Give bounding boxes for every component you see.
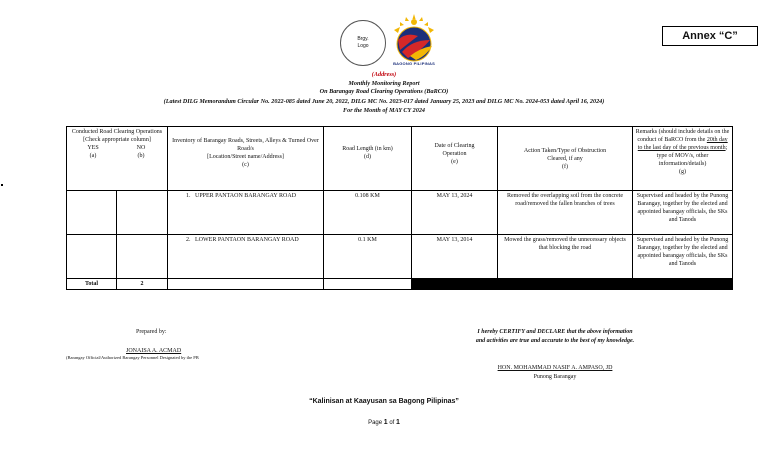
total-shaded-cell [412, 279, 733, 290]
total-label: Total [67, 279, 117, 290]
header-remarks-key: (g) [679, 169, 686, 175]
header-yes [69, 144, 117, 160]
preparer-title: (Barangay Official/Authorized Barangay Personnel Designated by the PB [66, 355, 199, 360]
table-row [67, 191, 733, 235]
table-header-row [67, 127, 733, 191]
header-action-key: (f) [562, 164, 568, 170]
page-of: of [389, 420, 395, 426]
row2-length: 0.1 KM [324, 235, 412, 279]
header-road-length-label: Road Length (in km) [342, 146, 393, 152]
row2-yes-cell[interactable] [67, 235, 117, 279]
row1-action: Removed the overlapping soil from the concrete road/removed the fallen branches of trees [498, 191, 633, 235]
row2-road [168, 235, 324, 279]
row1-road [168, 191, 324, 235]
row1-road-name: UPPER PANTAON BARANGAY ROAD [195, 193, 297, 199]
header-period: For the Month of MAY CY 2024 [342, 107, 426, 114]
header-date [412, 127, 498, 191]
header-conducted [67, 127, 168, 191]
row1-date: MAY 13, 2024 [412, 191, 498, 235]
preparer-name: JONAISA A. ACMAD [126, 348, 182, 354]
row2-num: 2. [186, 237, 191, 243]
header-subtitle: On Barangay Road Clearing Operations (BaRCO) [319, 88, 449, 95]
header-inventory-key: (c) [242, 162, 249, 168]
header-date-label: Date of Clearing Operation [434, 143, 475, 157]
row1-no-cell[interactable] [117, 191, 168, 235]
header-action-label: Action Taken/Type of Obstruction Cleared, if any [523, 148, 607, 162]
signatory-name: HON. MOHAMMAD NASIF A. AMPASO, JD [497, 365, 613, 371]
page-word: Page [368, 420, 383, 426]
signatory-title: Punong Barangay [533, 374, 577, 380]
header-no-key: (b) [137, 153, 145, 159]
header-road-length [324, 127, 412, 191]
brgy-logo-line1: Brgy. [357, 36, 369, 42]
header-no-label: NO [136, 145, 146, 151]
total-length-cell [324, 279, 412, 290]
row2-road-name: LOWER PANTAON BARANGAY ROAD [195, 237, 299, 243]
header-inventory-label: Inventory of Barangay Roads, Streets, Alleys & Turned Over Road/s [172, 138, 319, 152]
header-remarks-period: 20th day to the last day of the previous month [637, 137, 728, 151]
row2-no-cell[interactable] [117, 235, 168, 279]
stray-dot [1, 184, 3, 186]
monitoring-table [66, 126, 733, 290]
page-total: 1 [396, 419, 400, 426]
row1-num: 1. [186, 193, 191, 199]
brgy-logo-line2: Logo [357, 43, 369, 49]
bagong-pilipinas-logo [388, 14, 440, 68]
page-indicator [0, 419, 768, 426]
page-number: 1 [383, 419, 388, 426]
total-inventory-cell [168, 279, 324, 290]
row1-length: 0.108 KM [324, 191, 412, 235]
header-inventory [168, 127, 324, 191]
header-yes-label: YES [87, 145, 99, 151]
header-action [498, 127, 633, 191]
header-memo: (Latest DILG Memorandum Circular No. 2022-085 dated June 20, 2022, DILG MC No. 2023-017 dated January 25, 2023 and DILG MC No. 2024-053 dated April 16, 2024) [163, 98, 605, 105]
header-no [117, 144, 165, 160]
header-conducted-note: [Check appropriate column] [83, 137, 151, 143]
row2-action: Mowed the grass/removed the unnecessary objects that blocking the road [498, 235, 633, 279]
header-title: Monthly Monitoring Report [348, 80, 420, 87]
bagong-pilipinas-text: BAGONG PILIPINAS [393, 61, 435, 66]
total-row [67, 279, 733, 290]
header-conducted-label: Conducted Road Clearing Operations [71, 129, 163, 135]
slogan: “Kalinisan at Kaayusan sa Bagong Pilipinas” [309, 398, 459, 405]
header-yes-key: (a) [89, 153, 97, 159]
row2-remarks: Supervised and headed by the Punong Barangay, together by the elected and appointed barangay officials, the SKs and Tanods [633, 235, 733, 279]
certify-line1: I hereby CERTIFY and DECLARE that the above information [477, 329, 633, 335]
header-remarks [633, 127, 733, 191]
row1-yes-cell[interactable] [67, 191, 117, 235]
barangay-logo-placeholder [340, 20, 386, 66]
row2-date: MAY 13, 2014 [412, 235, 498, 279]
table-row [67, 235, 733, 279]
header-date-key: (e) [451, 159, 458, 165]
prepared-by-label: Prepared by: [136, 329, 167, 335]
total-value: 2 [117, 279, 168, 290]
row1-remarks: Supervised and headed by the Punong Barangay, together by the elected and appointed barangay officials, the SKs and Tanods [633, 191, 733, 235]
annex-label: Annex “C” [662, 26, 758, 46]
header-address: (Address) [371, 71, 397, 78]
header-remarks-post: ; type of MOV/s, other information/details) [656, 145, 728, 167]
header-inventory-note: [Location/Street name/Address] [207, 154, 284, 160]
certify-line2: and activities are true and accurate to the best of my knowledge. [475, 338, 635, 344]
header-road-length-key: (d) [364, 154, 371, 160]
header-remarks-pre: Remarks (should include details on the conduct of BaRCO from the [635, 129, 730, 143]
